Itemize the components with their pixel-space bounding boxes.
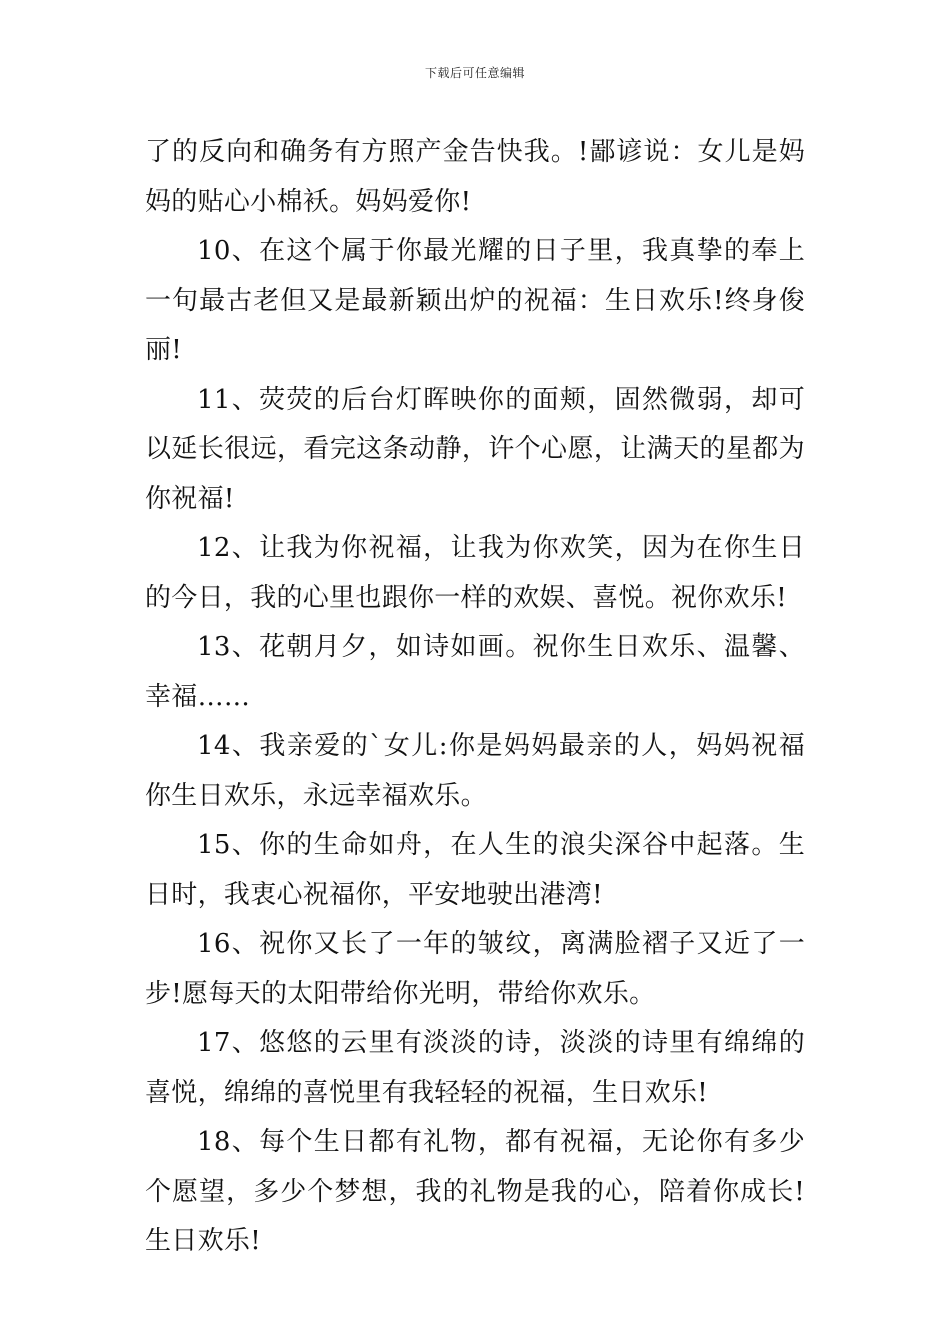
paragraph-11: 11、荧荧的后台灯晖映你的面颊，固然微弱，却可以延长很远，看完这条动静，许个心愿，让满天的星都为你祝福! <box>145 384 805 514</box>
paragraph-15: 15、你的生命如舟，在人生的浪尖深谷中起落。生日时，我衷心祝福你，平安地驶出港湾! <box>145 830 805 910</box>
paragraph-14: 14、我亲爱的`女儿:你是妈妈最亲的人，妈妈祝福你生日欢乐，永远幸福欢乐。 <box>145 731 805 811</box>
paragraph-17: 17、悠悠的云里有淡淡的诗，淡淡的诗里有绵绵的喜悦，绵绵的喜悦里有我轻轻的祝福，生日欢乐! <box>145 1028 805 1108</box>
paragraph-16: 16、祝你又长了一年的皱纹，离满脸褶子又近了一步!愿每天的太阳带给你光明，带给你欢乐。 <box>145 929 805 1009</box>
paragraph-18: 18、每个生日都有礼物，都有祝福，无论你有多少个愿望，多少个梦想，我的礼物是我的心，陪着你成长!生日欢乐! <box>145 1127 805 1256</box>
paragraph-12: 12、让我为你祝福，让我为你欢笑，因为在你生日的今日，我的心里也跟你一样的欢娱、喜悦。祝你欢乐! <box>145 533 805 613</box>
paragraph-continuation: 了的反向和确务有方照产金告快我。!鄙谚说：女儿是妈妈的贴心小棉袄。妈妈爱你! <box>145 137 805 217</box>
document-body <box>145 128 805 1267</box>
page-header: 下载后可任意编辑 <box>424 66 525 80</box>
paragraph-13: 13、花朝月夕，如诗如画。祝你生日欢乐、温馨、幸福…… <box>145 632 805 712</box>
paragraph-10: 10、在这个属于你最光耀的日子里，我真挚的奉上一句最古老但又是最新颖出炉的祝福：生日欢乐!终身俊丽! <box>145 236 805 365</box>
